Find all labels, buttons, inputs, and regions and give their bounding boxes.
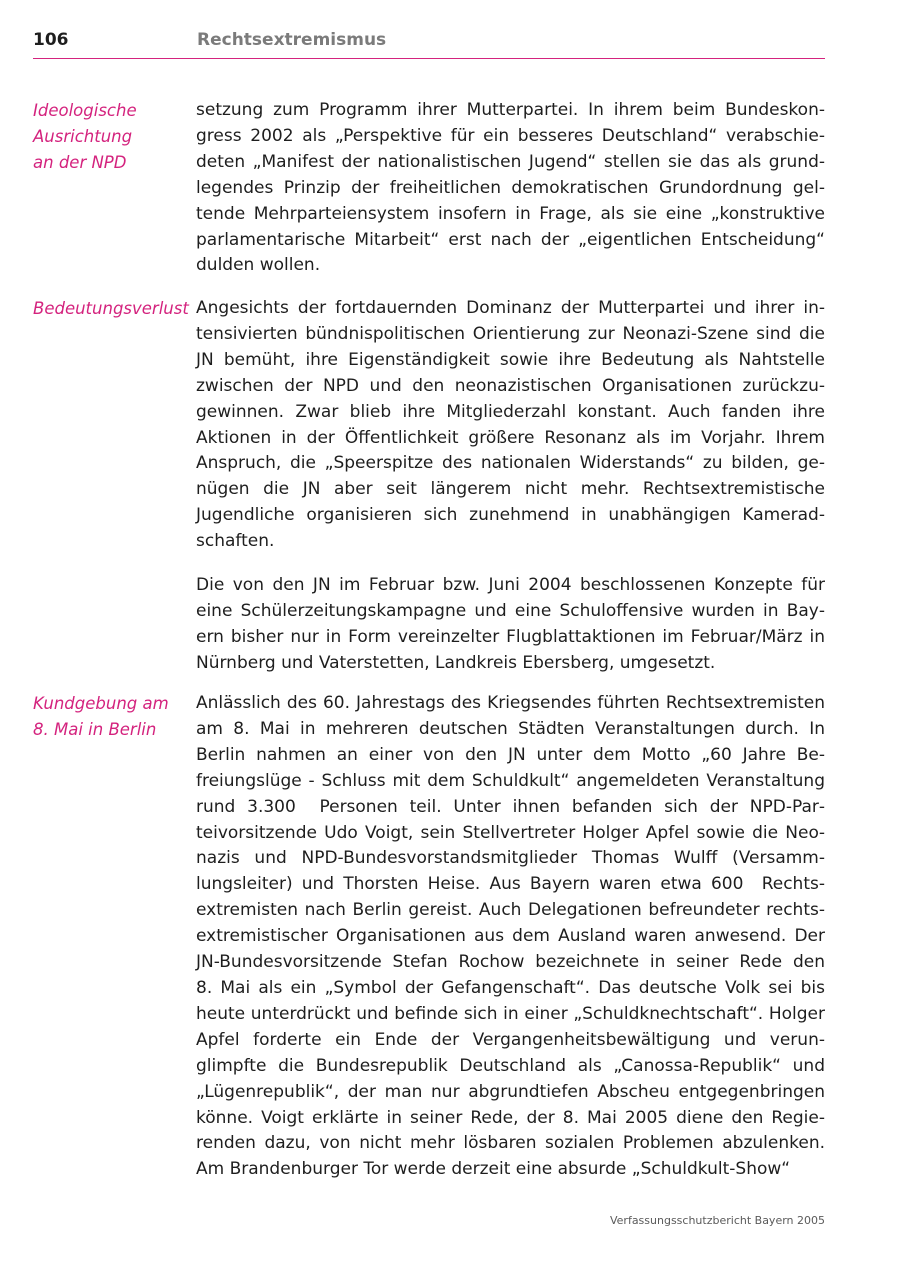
margin-note: Kundgebung am 8. Mai in Berlin <box>33 694 169 739</box>
section-ideological-orientation <box>33 98 825 279</box>
page-footer: Verfassungsschutzbericht Bayern 2005 <box>609 1214 825 1227</box>
section-loss-of-importance <box>33 296 825 677</box>
margin-note: Ideologische Ausrichtung an der NPD <box>33 101 137 172</box>
body-paragraph: Die von den JN im Februar bzw. Juni 2004 beschlossenen Konzepte für eine Schülerzeitungskampagne und eine Schuloffensive wurden in Bayern bisher nur in Form vereinzelter Flugblattaktionen im Februar/März in Nürnberg und Vaterstetten, Landkreis Ebersberg, umgesetzt. <box>196 575 825 673</box>
page-number: 106 <box>33 30 69 50</box>
body-paragraph: setzung zum Programm ihrer Mutterpartei. In ihrem beim Bundeskongress 2002 als „Perspektive für ein besseres Deutschland“ verabschiedeten „Manifest der nationalistischen Jugend“ stellen sie das als grundlegendes Prinzip der freiheitlichen demokratischen Grundordnung geltende Mehrparteiensystem insofern in Frage, als sie eine „konstruktive parlamentarische Mitarbeit“ erst nach der „eigentlichen Entscheidung“ dulden wollen. <box>196 100 825 276</box>
margin-note: Bedeutungsverlust <box>33 299 189 318</box>
body-paragraph: Angesichts der fortdauernden Dominanz der Mutterpartei und ihrer intensivierten bündnispolitischen Orientierung zur Neonazi-Szene sind die JN bemüht, ihre Eigenständigkeit sowie ihre Bedeutung als Nahtstelle zwischen der NPD und den neonazistischen Organisationen zurückzugewinnen. Zwar blieb ihre Mitgliederzahl konstant. Auch fanden ihre Aktionen in der Öffentlichkeit größere Resonanz als im Vorjahr. Ihrem Anspruch, die „Speerspitze des nationalen Widerstands“ zu bilden, genügen die JN aber seit längerem nicht mehr. Rechtsextremistische Jugendliche organisieren sich zunehmend in unabhängigen Kameradschaften. <box>196 298 825 552</box>
running-title: Rechtsextremismus <box>197 30 387 50</box>
page-header <box>33 30 825 59</box>
section-rally-berlin <box>33 691 825 1183</box>
body-paragraph: Anlässlich des 60. Jahrestags des Kriegsendes führten Rechtsextremisten am 8. Mai in mehreren deutschen Städten Veranstaltungen durch. In Berlin nahmen an einer von den JN unter dem Motto „60 Jahre Befreiungslüge - Schluss mit dem Schuldkult“ angemeldeten Veranstaltung rund 3.300 Personen teil. Unter ihnen befanden sich der NPD-Parteivorsitzende Udo Voigt, sein Stellvertreter Holger Apfel sowie die Neonazis und NPD-Bundesvorstandsmitglieder Thomas Wulff (Versammlungsleiter) und Thorsten Heise. Aus Bayern waren etwa 600 Rechtsextremisten nach Berlin gereist. Auch Delegationen befreundeter rechtsextremistischer Organisationen aus dem Ausland waren anwesend. Der JN-Bundesvorsitzende Stefan Rochow bezeichnete in seiner Rede den 8. Mai als ein „Symbol der Gefangenschaft“. Das deutsche Volk sei bis heute unterdrückt und befinde sich in einer „Schuldknechtschaft“. Holger Apfel forderte ein Ende der Vergangenheitsbewältigung und verunglimpfte die Bundesrepublik Deutschland als „Canossa-Republik“ und „Lügenrepublik“, der man nur abgrundtiefen Abscheu entgegenbringen könne. Voigt erklärte in seiner Rede, der 8. Mai 2005 diene den Regierenden dazu, von nicht mehr lösbaren sozialen Problemen abzulenken. Am Brandenburger Tor werde derzeit eine absurde „Schuldkult-Show“ <box>196 693 825 1180</box>
